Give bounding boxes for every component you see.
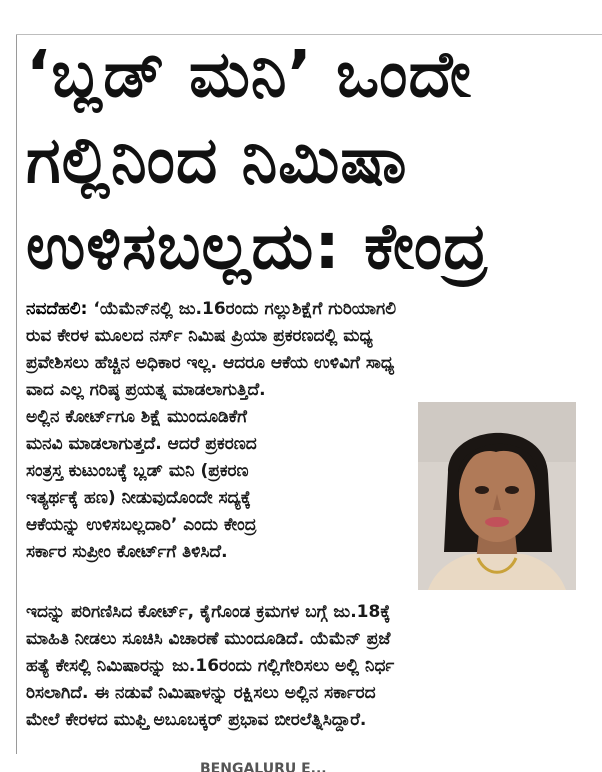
article-text: ‘ಯೆಮೆನ್‌ನಲ್ಲಿ ಜು.16ರಂದು ಗಲ್ಲುಶಿಕ್ಷೆಗೆ ಗುರಿಯಾಗಲಿ (87, 299, 397, 319)
article-line-14: ರಿಸಲಾಗಿದೆ. ಈ ನಡುವೆ ನಿಮಿಷಾಳನ್ನು ರಕ್ಷಿಸಲು ಅಲ್ಲಿನ ಸರ್ಕಾರದ (26, 683, 376, 703)
headline-line-2: ಗಲ್ಲಿನಿಂದ ನಿಮಿಷಾ (26, 124, 408, 198)
article-line-7: ಸಂತ್ರಸ್ತ ಕುಟುಂಬಕ್ಕೆ ಬ್ಲಡ್ ಮನಿ (ಪ್ರಕರಣ (26, 461, 249, 481)
article-line-6: ಮನವಿ ಮಾಡಲಾಗುತ್ತದೆ. ಆದರೆ ಪ್ರಕರಣದ (26, 434, 257, 454)
article-line-5: ಅಲ್ಲಿನ ಕೋರ್ಟ್‌ಗೂ ಶಿಕ್ಷೆ ಮುಂದೂಡಿಕೆಗೆ (26, 407, 247, 427)
article-line-2: ರುವ ಕೇರಳ ಮೂಲದ ನರ್ಸ್ ನಿಮಿಷ ಪ್ರಿಯಾ ಪ್ರಕರಣದಲ್ಲಿ ಮಧ್ಯ (26, 326, 373, 346)
article-line-1 (26, 298, 586, 321)
headline-line-3: ಉಳಿಸಬಲ್ಲದು: ಕೇಂದ್ರ (26, 210, 489, 284)
article-line-9: ಆಕೆಯನ್ನು ಉಳಿಸಬಲ್ಲದಾರಿ’ ಎಂದು ಕೇಂದ್ರ (26, 515, 257, 535)
column-rule-left (16, 34, 17, 754)
article-line-13: ಹತ್ಯೆ ಕೇಸಲ್ಲಿ ನಿಮಿಷಾರನ್ನು ಜು.16ರಂದು ಗಲ್ಲಿಗೇರಿಸಲು ಅಲ್ಲಿ ನಿರ್ಧ (26, 656, 395, 676)
portrait-photo (418, 402, 576, 590)
footer-fragment: BENGALURU E... (200, 762, 327, 772)
article-line-15: ಮೇಲೆ ಕೇರಳದ ಮುಫ್ತಿ ಅಬೂಬಕ್ಕರ್ ಪ್ರಭಾವ ಬೀರಲೆತ್ನಿಸಿದ್ದಾರೆ. (26, 710, 367, 730)
article-line-12: ಮಾಹಿತಿ ನೀಡಲು ಸೂಚಿಸಿ ವಿಚಾರಣೆ ಮುಂದೂಡಿದೆ. ಯೆಮೆನ್ ಪ್ರಜೆ (26, 629, 391, 649)
dateline: ನವದೆಹಲಿ: (26, 299, 88, 319)
article-line-3: ಪ್ರವೇಶಿಸಲು ಹೆಚ್ಚಿನ ಅಧಿಕಾರ ಇಲ್ಲ. ಆದರೂ ಆಕೆಯ ಉಳಿವಿಗೆ ಸಾಧ್ಯ (26, 353, 395, 373)
article-line-8: ಇತ್ಯರ್ಥಕ್ಕೆ ಹಣ) ನೀಡುವುದೊಂದೇ ಸದ್ಯಕ್ಕೆ (26, 488, 251, 508)
article-line-4: ವಾದ ಎಲ್ಲ ಗರಿಷ್ಠ ಪ್ರಯತ್ನ ಮಾಡಲಾಗುತ್ತಿದೆ. (26, 380, 266, 400)
headline-line-1: ‘ಬ್ಲಡ್ ಮನಿ’ ಒಂದೇ (26, 38, 472, 112)
portrait-image (418, 402, 576, 590)
article-line-11: ಇದನ್ನು ಪರಿಗಣಿಸಿದ ಕೋರ್ಟ್, ಕೈಗೊಂಡ ಕ್ರಮಗಳ ಬಗ್ಗೆ ಜು.18ಕ್ಕೆ (26, 602, 391, 622)
article-line-10: ಸರ್ಕಾರ ಸುಪ್ರೀಂ ಕೋರ್ಟ್‌ಗೆ ತಿಳಿಸಿದೆ. (26, 542, 228, 562)
headline (26, 32, 592, 290)
